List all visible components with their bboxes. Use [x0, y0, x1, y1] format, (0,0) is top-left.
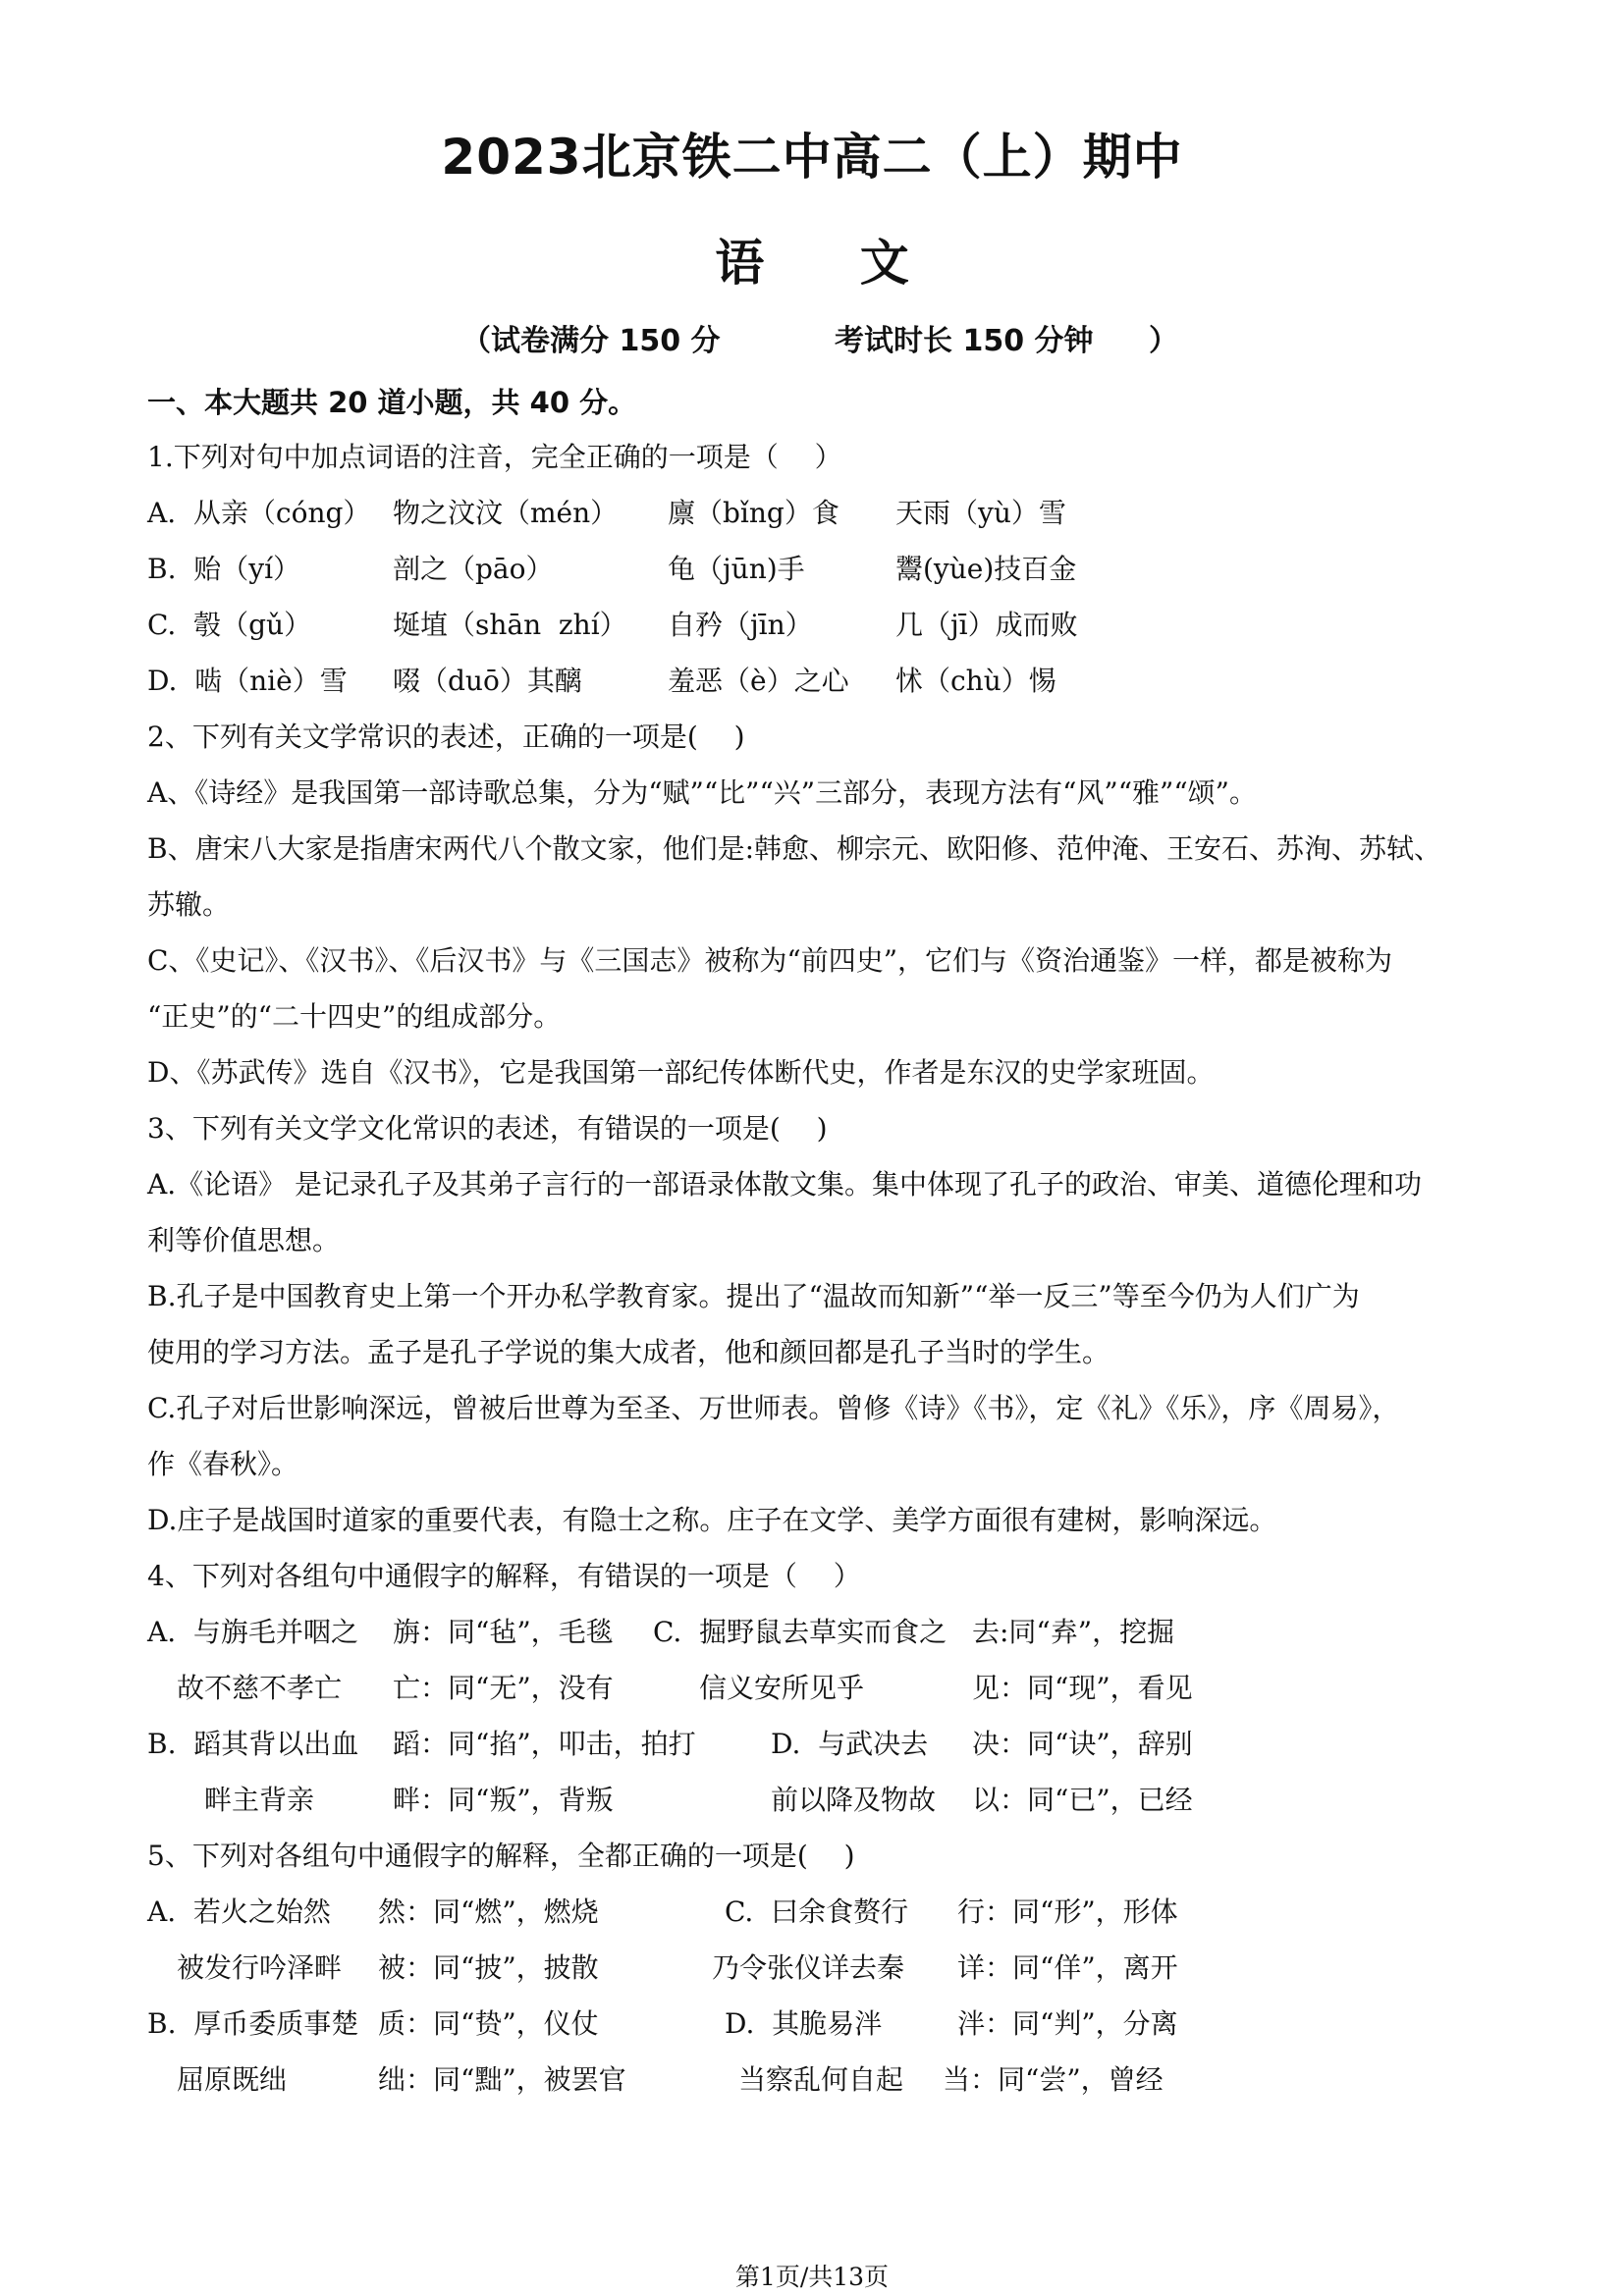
- q2-stem: 2、下列有关文学常识的表述，正确的一项是( ): [147, 721, 745, 753]
- q1-stem: 1.下列对句中加点词语的注音，完全正确的一项是（ ）: [147, 441, 842, 473]
- q5-option-cell: 乃令张仪详去秦: [712, 1951, 905, 1984]
- q3-option-line: D.庄子是战国时道家的重要代表，有隐士之称。庄子在文学、美学方面很有建树，影响深远。: [147, 1504, 1277, 1536]
- q5-option-cell: B. 厚币委质事楚: [147, 2007, 359, 2040]
- q3-option-line: 使用的学习方法。孟子是孔子学说的集大成者，他和颜回都是孔子当时的学生。: [147, 1336, 1110, 1368]
- q1-option-cell: 自矜（jīn）: [668, 609, 813, 641]
- q1-option-cell: 几（jī）成而败: [895, 609, 1078, 641]
- q4-option-cell: 信义安所见乎: [699, 1672, 865, 1704]
- q4-option-cell: B. 蹈其背以出血: [147, 1728, 359, 1760]
- q1-option-cell: B. 贻（yí）: [147, 553, 301, 585]
- q4-option-cell: 决：同“诀”，辞别: [972, 1728, 1193, 1760]
- q1-option-cell: 天雨（yù）雪: [895, 497, 1066, 529]
- q1-option-cell: 怵（chù）惕: [895, 665, 1056, 697]
- q5-option-cell: 绌：同“黜”，被罢官: [378, 2063, 626, 2096]
- q3-option-line: C.孔子对后世影响深远，曾被后世尊为至圣、万世师表。曾修《诗》《书》，定《礼》《乐》，序《周易》，: [147, 1392, 1400, 1424]
- q1-option-cell: 羞恶（è）之心: [668, 665, 849, 697]
- q2-option-line: 苏辙。: [147, 888, 231, 921]
- full-score: （试卷满分 150 分: [461, 324, 721, 358]
- q4-option-cell: 见：同“现”，看见: [972, 1672, 1193, 1704]
- q1-option-cell: 龟（jūn)手: [668, 553, 805, 585]
- q5-option-cell: 详：同“佯”，离开: [957, 1951, 1178, 1984]
- subject-title: 语 文: [715, 235, 909, 292]
- q4-option-cell: C. 掘野鼠去草实而食之: [653, 1616, 947, 1648]
- q5-option-cell: C. 曰余食赘行: [725, 1896, 909, 1928]
- q5-option-cell: 被：同“披”，披散: [378, 1951, 599, 1984]
- q2-option-line: D、《苏武传》选自《汉书》，它是我国第一部纪传体断代史，作者是东汉的史学家班固。: [147, 1056, 1215, 1089]
- q5-option-cell: 质：同“贽”，仪仗: [378, 2007, 599, 2040]
- q1-option-cell: 啜（duō）其醨: [393, 665, 582, 697]
- q4-stem: 4、下列对各组句中通假字的解释，有错误的一项是（ ）: [147, 1560, 861, 1592]
- q4-option-cell: 以：同“已”，已经: [972, 1784, 1193, 1816]
- q1-option-cell: 剖之（pāo）: [393, 553, 554, 585]
- q4-option-cell: 亡：同“无”，没有: [393, 1672, 614, 1704]
- q2-option-line: “正史”的“二十四史”的组成部分。: [147, 1000, 562, 1033]
- q4-option-cell: 去:同“弆”，挖掘: [972, 1616, 1175, 1648]
- q2-option-line: B、唐宋八大家是指唐宋两代八个散文家，他们是:韩愈、柳宗元、欧阳修、范仲淹、王安石、苏洵、苏轼、: [147, 832, 1442, 865]
- q4-option-cell: 畔：同“叛”，背叛: [393, 1784, 614, 1816]
- q1-option-cell: A. 从亲（cóng）: [147, 497, 371, 529]
- q5-option-cell: D. 其脆易泮: [725, 2007, 883, 2040]
- q1-option-cell: 鬻(yùe)技百金: [895, 553, 1077, 585]
- q4-option-cell: 畔主背亲: [204, 1784, 315, 1816]
- page-number: 第1页/共13页: [734, 2263, 890, 2291]
- exam-title: 2023北京铁二中高二（上）期中: [441, 129, 1183, 186]
- q3-option-line: 作《春秋》。: [147, 1448, 299, 1480]
- q4-option-cell: A. 与旃毛并咽之: [147, 1616, 358, 1648]
- q5-option-cell: A. 若火之始然: [147, 1896, 331, 1928]
- q3-option-line: A.《论语》 是记录孔子及其弟子言行的一部语录体散文集。集中体现了孔子的政治、审美、道德伦理和功: [147, 1168, 1423, 1201]
- section-heading: 一、本大题共 20 道小题，共 40 分。: [147, 386, 637, 419]
- q2-option-line: C、《史记》、《汉书》、《后汉书》与《三国志》被称为“前四史”，它们与《资治通鉴》一样，都是被称为: [147, 944, 1393, 977]
- q3-stem: 3、下列有关文学文化常识的表述，有错误的一项是( ): [147, 1112, 828, 1145]
- meta-close: ）: [1149, 324, 1178, 358]
- q4-option-cell: 旃：同“毡”，毛毯: [393, 1616, 614, 1648]
- q3-option-line: B.孔子是中国教育史上第一个开办私学教育家。提出了“温故而知新”“举一反三”等至今仍为人们广为: [147, 1280, 1360, 1312]
- exam-duration: 考试时长 150 分钟: [835, 324, 1094, 358]
- q4-option-cell: 蹈：同“掐”，叩击，拍打: [393, 1728, 696, 1760]
- q5-option-cell: 被发行吟泽畔: [177, 1951, 343, 1984]
- q1-option-cell: D. 啮（niè）雪: [147, 665, 348, 697]
- q5-option-cell: 然：同“燃”，燃烧: [378, 1896, 599, 1928]
- q5-option-cell: 屈原既绌: [177, 2063, 288, 2096]
- q4-option-cell: 故不慈不孝亡: [177, 1672, 343, 1704]
- q1-option-cell: 廪（bǐng）食: [668, 497, 839, 529]
- q4-option-cell: D. 与武决去: [771, 1728, 929, 1760]
- q5-stem: 5、下列对各组句中通假字的解释，全都正确的一项是( ): [147, 1840, 855, 1872]
- q2-option-line: A、《诗经》是我国第一部诗歌总集，分为“赋”“比”“兴”三部分，表现方法有“风”“雅”“颂”。: [147, 776, 1257, 809]
- q5-option-cell: 当：同“尝”，曾经: [943, 2063, 1164, 2096]
- q5-option-cell: 当察乱何自起: [738, 2063, 904, 2096]
- q5-option-cell: 行：同“形”，形体: [957, 1896, 1178, 1928]
- q5-option-cell: 泮：同“判”，分离: [957, 2007, 1178, 2040]
- q1-option-cell: C. 彀（gǔ）: [147, 609, 312, 641]
- q3-option-line: 利等价值思想。: [147, 1224, 341, 1256]
- q1-option-cell: 物之汶汶（mén）: [393, 497, 619, 529]
- q1-option-cell: 埏埴（shān zhí）: [393, 609, 627, 641]
- q4-option-cell: 前以降及物故: [771, 1784, 937, 1816]
